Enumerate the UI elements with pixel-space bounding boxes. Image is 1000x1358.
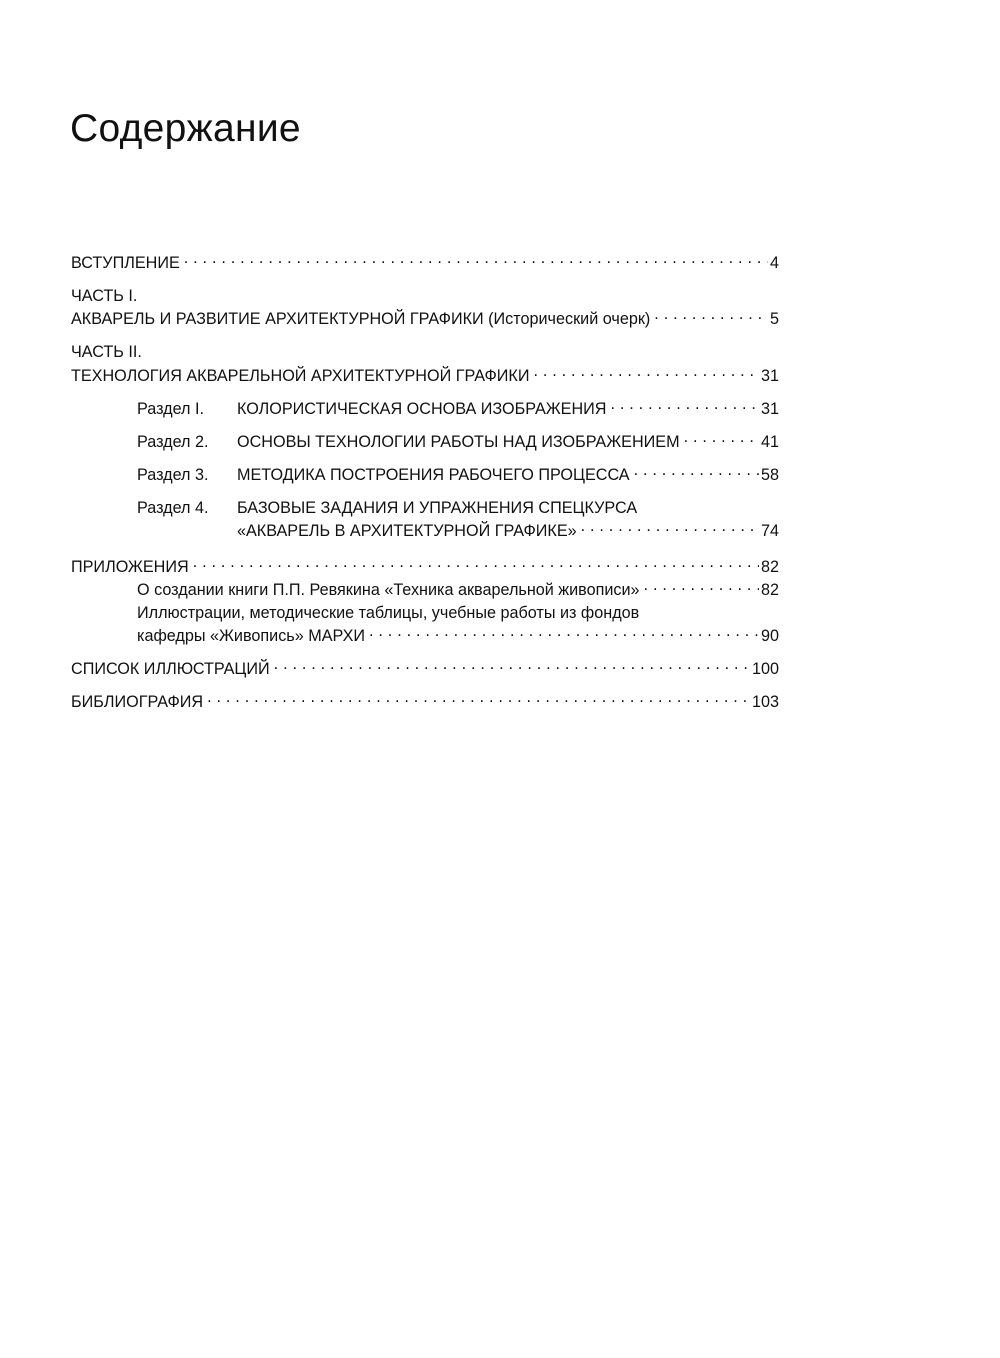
toc-entry-label: ПРИЛОЖЕНИЯ [71,557,189,576]
toc-entry-label: АКВАРЕЛЬ И РАЗВИТИЕ АРХИТЕКТУРНОЙ ГРАФИКИ (Исторический очерк) [71,310,651,329]
appendix-item-label: Иллюстрации, методические таблицы, учебные работы из фондов [137,603,640,622]
toc-page-number: 5 [769,310,779,329]
toc-entry-label: ТЕХНОЛОГИЯ АКВАРЕЛЬНОЙ АРХИТЕКТУРНОЙ ГРАФИКИ [71,366,530,385]
toc-section-4[interactable] [71,497,779,543]
section-label: КОЛОРИСТИЧЕСКАЯ ОСНОВА ИЗОБРАЖЕНИЯ [237,399,607,418]
section-number: Раздел 2. [137,432,209,451]
section-label-continued: «АКВАРЕЛЬ В АРХИТЕКТУРНОЙ ГРАФИКЕ» [237,522,577,541]
table-of-contents [71,252,779,724]
toc-section-1[interactable] [71,398,779,421]
dot-leader [634,464,759,480]
toc-page-number: 31 [760,399,779,418]
toc-page-number: 74 [760,522,779,541]
toc-entry-label: СПИСОК ИЛЛЮСТРАЦИЙ [71,660,270,679]
section-label: БАЗОВЫЕ ЗАДАНИЯ И УПРАЖНЕНИЯ СПЕЦКУРСА [237,499,638,518]
dot-leader [684,431,759,447]
toc-page-number: 100 [751,660,779,679]
toc-entry-bibliography[interactable] [71,691,779,714]
section-number: Раздел 4. [137,499,209,518]
page-title: Содержание [70,107,301,150]
dot-leader [193,555,759,571]
toc-page-number: 31 [760,366,779,385]
dot-leader [274,658,750,674]
toc-page-number: 4 [769,254,779,273]
section-label: МЕТОДИКА ПОСТРОЕНИЯ РАБОЧЕГО ПРОЦЕССА [237,466,630,485]
toc-section-3[interactable] [71,464,779,487]
section-number: Раздел 3. [137,466,209,485]
dot-leader [369,625,759,641]
toc-page-number: 90 [760,626,779,645]
toc-page-number: 58 [760,466,779,485]
toc-appendix-item-2[interactable] [71,602,779,648]
toc-entry-part1[interactable] [71,285,779,331]
section-label: ОСНОВЫ ТЕХНОЛОГИИ РАБОТЫ НАД ИЗОБРАЖЕНИЕМ [237,432,680,451]
part-heading: ЧАСТЬ I. [71,287,138,306]
toc-entry-illustrations[interactable] [71,658,779,681]
appendix-item-label-continued: кафедры «Живопись» МАРХИ [137,626,366,645]
toc-page-number: 82 [760,580,779,599]
part-heading: ЧАСТЬ II. [71,343,142,362]
toc-page-number: 82 [760,557,779,576]
appendix-item-label: О создании книги П.П. Ревякина «Техника акварельной живописи» [137,580,640,599]
dot-leader [654,308,768,324]
dot-leader [644,579,759,595]
dot-leader [533,364,759,380]
toc-entry-appendix[interactable] [71,555,779,648]
toc-entry-label: БИБЛИОГРАФИЯ [71,693,204,712]
toc-section-2[interactable] [71,431,779,454]
dot-leader [207,691,750,707]
dot-leader [581,520,759,536]
toc-appendix-item-1[interactable] [71,579,779,602]
toc-entry-label: ВСТУПЛЕНИЕ [71,254,180,273]
toc-page-number: 103 [751,693,779,712]
section-number: Раздел I. [137,399,204,418]
dot-leader [184,252,768,268]
toc-entry-intro[interactable] [71,252,779,275]
dot-leader [611,398,759,414]
toc-page-number: 41 [760,432,779,451]
toc-entry-part2[interactable] [71,341,779,543]
